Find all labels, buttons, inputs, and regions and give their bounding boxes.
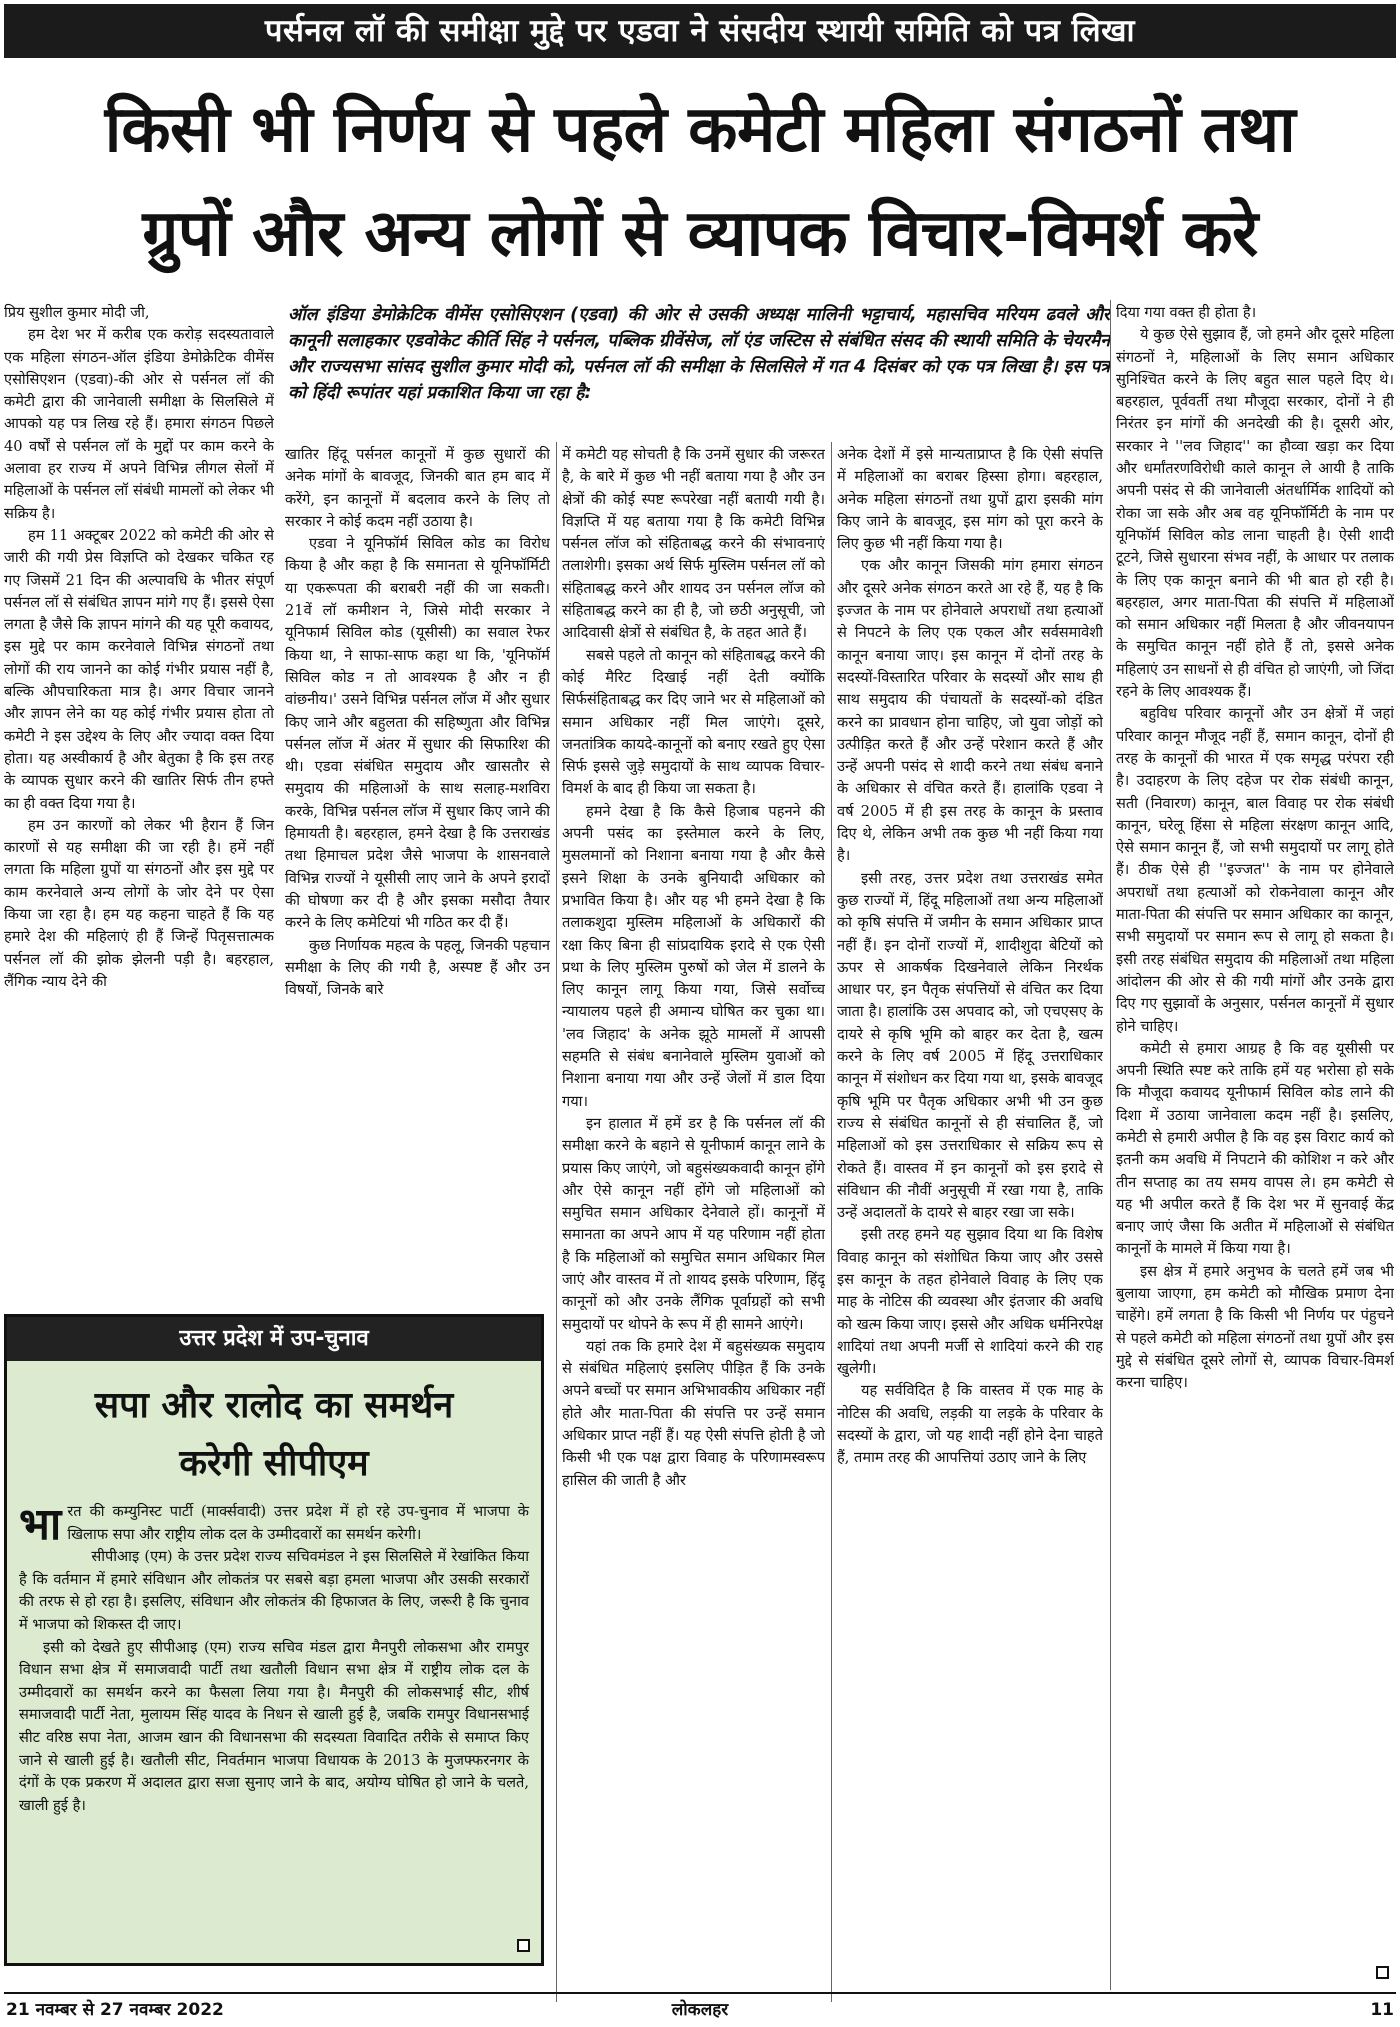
footer-date: 21 नवम्बर से 27 नवम्बर 2022 bbox=[6, 2000, 224, 2020]
column-paragraph: यहां तक कि हमारे देश में बहुसंख्यक समुदाय से संबंधित महिलाएं इसलिए पीड़ित हैं कि उनके अपने बच्चों पर समान अभिभावकीय अधिकार नहीं होते और माता-पिता की संपत्ति पर उन्हें समान अधिकार प्राप्त नहीं हैं। यह ऐसी संपत्ति होती है जो किसी भी एक पक्ष द्वारा विवाह के परिणामस्वरूप हासिल की जाती है और bbox=[562, 1337, 825, 1489]
column-paragraph: इसी तरह, उत्तर प्रदेश तथा उत्तराखंड समेत कुछ राज्यों में, हिंदू महिलाओं तथा अन्य महिलाओं को कृषि संपत्ति में जमीन के समान अधिकार प्राप्त नहीं हैं। इन दोनों राज्यों में, शादीशुदा बेटियों को ऊपर से आकर्षक दिखनेवाले लेकिन निरर्थक आधार पर, इन पैतृक संपत्तियों से वंचित कर दिया जाता है। हालांकि उस अपवाद को, जो एचएसए के दायरे से कृषि भूमि को बाहर कर देता है, खत्म करने के लिए वर्ष 2005 में हिंदू उत्तराधिकार कानून में संशोधन कर दिया गया था, इसके बावजूद कृषि भूमि पर पैतृक अधिकार अभी भी उन कुछ राज्य से संबंधित कानूनों से ही संचालित हैं, जो महिलाओं को इस उत्तराधिकार से सक्रिय रूप से रोकते हैं। वास्तव में इन कानूनों को इस इरादे से संविधान की नौवीं अनुसूची में रखा गया है, ताकि उन्हें अदालतों के दायरे से बाहर रखा जा सके। bbox=[837, 869, 1103, 1222]
headline-line-1: किसी भी निर्णय से पहले कमेटी महिला संगठनों तथा bbox=[104, 93, 1296, 167]
column-paragraph: इन हालात में हमें डर है कि पर्सनल लॉ की समीक्षा करने के बहाने से यूनीफार्म कानून लाने के प्रयास किए जाएंगे, जो बहुसंख्यकवादी कानून होंगे और ऐसे कानून नहीं होंगे जो महिलाओं को समुचित समान अधिकार देनेवाले हों। कानूनों में समानता का अपने आप में यह परिणाम नहीं होता है कि महिलाओं को समुचित समान अधिकार मिल जाएं और वास्तव में तो शायद इसके परिणाम, हिंदू कानूनों को और उनके लैंगिक पूर्वाग्रहों को सभी समुदायों पर थोपने के रूप में ही सामने आएंगे। bbox=[562, 1114, 825, 1333]
column-separator bbox=[1110, 300, 1111, 1990]
footer-rule bbox=[4, 1992, 1396, 1994]
headline-line-2: ग्रुपों और अन्य लोगों से व्यापक विचार-विमर्श करे bbox=[142, 197, 1258, 271]
column-paragraph: में कमेटी यह सोचती है कि उनमें सुधार की जरूरत है, के बारे में कुछ भी नहीं बताया गया है और उन क्षेत्रों की कोई स्पष्ट रूपरेखा नहीं बतायी गयी है। विज्ञप्ति में यह बताया गया है कि कमेटी विभिन्न पर्सनल लॉज को संहिताबद्ध करने की संभावनाएं तलाशेगी। इसका अर्थ सिर्फ मुस्लिम पर्सनल लॉ को संहिताबद्ध करने और शायद उन पर्सनल लॉज को संहिताबद्ध करने का ही है, जो छठी अनुसूची, जो आदिवासी क्षेत्रों से संबंधित है, के तहत आते हैं। bbox=[562, 446, 825, 642]
sidebox-title-line-1: सपा और रालोद का समर्थन bbox=[94, 1385, 454, 1426]
column-4 bbox=[837, 444, 1103, 1986]
column-paragraph: कमेटी से हमारा आग्रह है कि वह यूसीसी पर अपनी स्थिति स्पष्ट करे ताकि हमें यह भरोसा हो सके कि मौजूदा कवायद यूनीफार्म सिविल कोड लाने की दिशा में उठाया जानेवाला कदम नहीं है। इसलिए, कमेटी से हमारी अपील है कि वह इस विराट कार्य को इतनी कम अवधि में निपटाने की कोशिश न करे और तीन सप्ताह का तय समय वापस ले। हम कमेटी से यह भी अपील करते हैं कि देश भर में सुनवाई केंद्र बनाए जाएं जैसा कि अतीत में महिलाओं से संबंधित कानूनों के मामले में किया गया है। bbox=[1116, 1039, 1394, 1258]
column-paragraph: हम उन कारणों को लेकर भी हैरान हैं जिन कारणों से यह समीक्षा की जा रही है। हमें नहीं लगता कि महिला ग्रुपों या संगठनों और इस मुद्दे पर काम करनेवाले अन्य लोगों के जोर देने पर ऐसा किया जा रहा है। हम यह कहना चाहते हैं कि यह हमारे देश की महिलाएं ही हैं जिन्हें पितृसत्तात्मक पर्सनल लॉ की झोक झेलनी पड़ी है। बहरहाल, लैंगिक न्याय देने की bbox=[4, 816, 274, 990]
sidebox-header: उत्तर प्रदेश में उप-चुनाव bbox=[7, 1317, 541, 1361]
column-paragraph: कुछ निर्णायक महत्व के पहलू, जिनकी पहचान समीक्षा के लिए की गयी है, अस्पष्ट हैं और उन विषयों, जिनके बारे bbox=[285, 936, 550, 999]
column-paragraph: एडवा ने यूनिफॉर्म सिविल कोड का विरोध किया है और कहा है कि समानता से यूनिफॉर्मिटी या एकरूपता की बराबरी नहीं की जा सकती। 21वें लॉ कमीशन ने, जिसे मोदी सरकार ने यूनिफार्म सिविल कोड (यूसीसी) का सवाल रेफर किया था, ने साफा-साफ कहा था कि, 'यूनिफॉर्म सिविल कोड न तो आवश्यक है और न ही वांछनीय।' उसने विभिन्न पर्सनल लॉज में और सुधार किए जाने और बहुलता की सहिष्णुता और विभिन्न पर्सनल लॉज में अंतर में सुधार की सिफारिश की थी। एडवा संबंधित समुदाय और खासतौर से समुदाय की महिलाओं के साथ सलाह-मशविरा करके, विभिन्न पर्सनल लॉज में सुधार किए जाने की हिमायती है। बहरहाल, हमने देखा है कि उत्तराखंड तथा हिमाचल प्रदेश जैसे भाजपा के शासनवाले विभिन्न राज्यों ने यूसीसी लाए जाने के अपने इरादों की घोषणा कर दी है और इसका मसौदा तैयार करने के लिए कमेटियां भी गठित कर दी हैं। bbox=[285, 535, 550, 932]
sidebox-paragraph: इसी को देखते हुए सीपीआइ (एम) राज्य सचिव मंडल द्वारा मैनपुरी लोकसभा और रामपुर विधान सभा क्षेत्र में समाजवादी पार्टी तथा खतौली विधान सभा क्षेत्र में राष्ट्रीय लोक दल के उम्मीदवारों का समर्थन करने का फैसला लिया गया है। मैनपुरी की लोकसभाई सीट, शीर्ष समाजवादी पार्टी नेता, मुलायम सिंह यादव के निधन से खाली हुई है, जबकि रामपुर विधानसभाई सीट वरिष्ठ सपा नेता, आजम खान की विधानसभा की सदस्यता विवादित तरीके से समाप्त किए जाने से खाली हुई है। खतौली सीट, निवर्तमान भाजपा विधायक के 2013 के मुजफ्फरनगर के दंगों के एक प्रकरण में अदालत द्वारा सजा सुनाए जाने के बाद, अयोग्य घोषित हो जाने के चलते, खाली हुई है। bbox=[19, 1638, 529, 1814]
sidebox-text bbox=[7, 1493, 541, 1817]
column-paragraph: खातिर हिंदू पर्सनल कानूनों में कुछ सुधारों की अनेक मांगों के बावजूद, जिनकी बात हम बाद में करेंगे, इन कानूनों में बदलाव करने के लिए तो सरकार ने कोई कदम नहीं उठाया है। bbox=[285, 446, 550, 530]
column-paragraph: दिया गया वक्त ही होता है। bbox=[1116, 304, 1257, 321]
intro-text: ऑल इंडिया डेमोक्रेटिक वीमेंस एसोसिएशन (एडवा) की ओर से उसकी अध्यक्ष मालिनी भट्टाचार्य, महासचिव मरियम ढवले और कानूनी सलाहकार एडवोकेट कीर्ति सिंह ने पर्सनल, पब्लिक ग्रीवेंसेज, लॉ एंड जस्टिस से संबंधित संसद की स्थायी समिति के चेयरमैन और राज्यसभा सांसद सुशील कुमार मोदी को, पर्सनल लॉ की समीक्षा के सिलसिले में गत 4 दिसंबर को एक पत्र लिखा है। इस पत्र को हिंदी रूपांतर यहां प्रकाशित किया जा रहा है: bbox=[288, 305, 1110, 403]
column-paragraph: बहुविध परिवार कानूनों और उन क्षेत्रों में जहां परिवार कानून मौजूद नहीं हैं, समान कानून, दोनों ही तरह के कानूनों की भारत में एक समृद्ध परंपरा रही है। उदाहरण के लिए दहेज पर रोक संबंधी कानून, सती (निवारण) कानून, बाल विवाह पर रोक संबंधी कानून, घरेलू हिंसा से महिला संरक्षण कानून आदि, ऐसे समान कानून हैं, जो सभी समुदायों पर लागू होते हैं। ठीक ऐसे ही ''इज्जत'' के नाम पर होनेवाले अपराधों तथा हत्याओं को रोकनेवाला कानून और माता-पिता की संपत्ति पर समान अधिकार का कानून, सभी समुदायों पर समान रूप से लागू हो सकता है। इसी तरह संबंधित समुदाय की महिलाओं तथा महिला आंदोलन की ओर से की गयी मांगों और उनके द्वारा दिए गए सुझावों के अनुसार, पर्सनल कानूनों में सुधार होने चाहिए। bbox=[1116, 705, 1394, 1035]
column-paragraph: हम देश भर में करीब एक करोड़ सदस्यतावाले एक महिला संगठन-ऑल इंडिया डेमोक्रेटिक वीमेंस एसोसिएशन (एडवा)-की ओर से पर्सनल लॉ की कमेटी द्वारा की जानेवाली समीक्षा के सिलसिले में आपको यह पत्र लिख रहे हैं। हमारा संगठन पिछले 40 वर्षों से पर्सनल लॉ के मुद्दों पर काम करने के अलावा हर राज्य में अपने विभिन्न लीगल सेलों में महिलाओं के पर्सनल लॉ संबंधी मामलों को लेकर भी सक्रिय है। bbox=[4, 326, 274, 522]
end-mark-icon bbox=[1376, 1966, 1389, 1979]
sidebox-title bbox=[7, 1361, 541, 1493]
column-5 bbox=[1116, 302, 1394, 1962]
column-paragraph: ये कुछ ऐसे सुझाव हैं, जो हमने और दूसरे महिला संगठनों ने, महिलाओं के लिए समान अधिकार सुनिश्चित करने के लिए बहुत साल पहले दिए थे। बहरहाल, पूर्ववर्ती तथा मौजूदा सरकार, दोनों ने ही निरंतर इन मांगों की अनदेखी की है। दूसरी ओर, सरकार ने ''लव जिहाद'' का हौव्वा खड़ा कर दिया और धर्मांतरणविरोधी काले कानून ले आयी है ताकि अपनी पसंद से की जानेवाली अंतर्धार्मिक शादियों को रोका जा सके और अब वह यूनिफॉर्मिटी के नाम पर यूनिफॉर्म सिविल कोड लाना चाहती है। ऐसी शादी टूटने, जिसे सुधारना संभव नहीं, के आधार पर तलाक के लिए एक कानून बनाने की भी बात हो रही है। बहरहाल, अगर माता-पिता की संपत्ति में महिलाओं को समान अधिकार नहीं मिलता है और जीवनयापन के समुचित कानून नहीं होते हैं तो, इससे अनेक महिलाएं उन साधनों से ही वंचित हो जाएंगी, जो जिंदा रहने के लिए आवश्यक हैं। bbox=[1116, 326, 1394, 701]
column-2 bbox=[285, 444, 550, 1306]
column-separator bbox=[556, 442, 557, 2002]
salutation: प्रिय सुशील कुमार मोदी जी, bbox=[4, 304, 150, 321]
column-paragraph: एक और कानून जिसकी मांग हमारा संगठन और दूसरे अनेक संगठन करते आ रहे हैं, यह है कि इज्जत के नाम पर होनेवाले अपराधों तथा हत्याओं से निपटने के लिए एक एकल और सर्वसमावेशी कानून बनाया जाए। इस कानून में दोनों तरह के सदस्यों-विस्तारित परिवार के सदस्यों और साथ ही साथ समुदाय की पंचायतों के सदस्यों-को दंडित करने का प्रावधान होना चाहिए, जो युवा जोड़ों को उत्पीड़ित करते हैं और उन्हें परेशान करते हैं और उन्हें अपनी पसंद से शादी करने तथा संबंध बनाने के अधिकार से वंचित करते हैं। हालांकि एडवा ने वर्ष 2005 में ही इस तरह के कानून के प्रस्ताव दिए थे, लेकिन अभी तक कुछ भी नहीं किया गया है। bbox=[837, 557, 1103, 865]
sidebar-news-box bbox=[4, 1314, 544, 1966]
column-paragraph: इस क्षेत्र में हमारे अनुभव के चलते हमें जब भी बुलाया जाएगा, हम कमेटी को मौखिक प्रमाण देना चाहेंगे। हमें लगता है कि किसी भी निर्णय पर पंहुचने से पहले कमेटी को महिला संगठनों तथा ग्रुपों और इस मुद्दे से संबंधित दूसरे लोगों से, व्यापक विचार-विमर्श करना चाहिए। bbox=[1116, 1262, 1394, 1392]
column-separator bbox=[831, 442, 832, 2002]
column-paragraph: इसी तरह हमने यह सुझाव दिया था कि विशेष विवाह कानून को संशोधित किया जाए और उससे इस कानून के तहत होनेवाले विवाह के लिए एक माह के नोटिस की व्यवस्था और इंतजार की अवधि को खत्म किया जाए। इससे और अधिक धर्मनिरपेक्ष शादियां तथा अपनी मर्जी से शादियां करने की राह खुलेगी। bbox=[837, 1226, 1103, 1378]
drop-cap: भा bbox=[19, 1499, 62, 1550]
end-mark-icon bbox=[517, 1939, 530, 1952]
sidebox-title-line-2: करेगी सीपीएम bbox=[179, 1443, 369, 1484]
column-paragraph: अनेक देशों में इसे मान्यताप्राप्त है कि ऐसी संपत्ति में महिलाओं का बराबर हिस्सा होगा। बहरहाल, अनेक महिला संगठनों तथा ग्रुपों द्वारा इसकी मांग किए जाने के बावजूद, इस मांग को पूरा करने के लिए कुछ भी नहीं किया गया है। bbox=[837, 446, 1103, 553]
sidebox-body bbox=[7, 1361, 541, 1963]
column-1 bbox=[4, 302, 274, 1306]
sidebox-paragraph-text: रत की कम्युनिस्ट पार्टी (मार्क्सवादी) उत्तर प्रदेश में हो रहे उप-चुनाव में भाजपा के खिलाफ सपा और राष्ट्रीय लोक दल के उम्मीदवारों का समर्थन करेगी। bbox=[67, 1503, 529, 1543]
footer-page-number: 11 bbox=[1370, 2000, 1394, 2020]
column-paragraph: हम 11 अक्टूबर 2022 को कमेटी की ओर से जारी की गयी प्रेस विज्ञप्ति को देखकर चकित रह गए जिसमें 21 दिन की अल्पावधि के भीतर संपूर्ण पर्सनल लॉ से संबंधित ज्ञापन मांगे गए हैं। इससे ऐसा लगता है जैसे कि ज्ञापन मांगने की यह पूरी कवायद, इस मुद्दे पर काम करनेवाले विभिन्न संगठनों तथा लोगों की राय जानने का कोई गंभीर प्रयास नहीं है, बल्कि औपचारिकता मात्र है। अगर विचार जानने और ज्ञापन लेने का यह कोई गंभीर प्रयास होता तो कमेटी ने इस उद्देश्य के लिए और ज्यादा वक्त दिया होता। यह अस्वीकार्य है और बेतुका है कि इस तरह के व्यापक सुधार करने की खातिर सिर्फ तीन हफ्ते का ही वक्त दिया गया है। bbox=[4, 526, 274, 812]
headline bbox=[0, 78, 1400, 286]
column-paragraph: यह सर्वविदित है कि वास्तव में एक माह के नोटिस की अवधि, लड़की या लड़के के परिवार के सदस्यों के द्वारा, जो यह शादी नहीं होने देना चाहते हैं, तमाम तरह की आपत्तियां उठाए जाने के लिए bbox=[837, 1382, 1103, 1467]
sidebox-paragraph bbox=[19, 1499, 529, 1550]
kicker-banner: पर्सनल लॉ की समीक्षा मुद्दे पर एडवा ने संसदीय स्थायी समिति को पत्र लिखा bbox=[4, 4, 1396, 58]
column-3 bbox=[562, 444, 825, 1986]
footer-publication: लोकलहर bbox=[671, 2000, 729, 2020]
column-paragraph: सबसे पहले तो कानून को संहिताबद्ध करने की कोई मैरिट दिखाई नहीं देती क्योंकि सिर्फसंहिताबद्ध कर दिए जाने भर से महिलाओं को समान अधिकार नहीं मिल जाएंगे। दूसरे, जनतांत्रिक कायदे-कानूनों को बनाए रखते हुए ऐसा सिर्फ इससे जुड़े समुदायों के साथ व्यापक विचार-विमर्श के बाद ही किया जा सकता है। bbox=[562, 646, 825, 798]
column-paragraph: हमने देखा है कि कैसे हिजाब पहनने की अपनी पसंद का इस्तेमाल करने के लिए, मुसलमानों को निशाना बनाया गया है और कैसे इसने शिक्षा के उनके बुनियादी अधिकार को प्रभावित किया है। और यह भी हमने देखा है कि तलाकशुदा मुस्लिम महिलाओं के अधिकारों की रक्षा किए बिना ही सांप्रदायिक इरादे से एक ऐसी प्रथा के लिए मुस्लिम पुरुषों को जेल में डालने के लिए कानून लागू किया गया, जिसे सर्वोच्च न्यायालय पहले ही अमान्य घोषित कर चुका था। 'लव जिहाद' के अनेक झूठे मामलों में आपसी सहमति से संबंध बनानेवाले मुस्लिम युवाओं को निशाना बनाया गया और उन्हें जेलों में डाल दिया गया। bbox=[562, 802, 825, 1110]
sidebox-paragraph: सीपीआइ (एम) के उत्तर प्रदेश राज्य सचिवमंडल ने इस सिलसिले में रेखांकित किया है कि वर्तमान में हमारे संविधान और लोकतंत्र पर सबसे बड़ा हमला भाजपा और उसकी सरकारों की तरफ से हो रहा है। इसलिए, संविधान और लोकतंत्र की हिफाजत के लिए, जरूरी है कि चुनाव में भाजपा को शिकस्त दी जाए। bbox=[19, 1548, 529, 1633]
